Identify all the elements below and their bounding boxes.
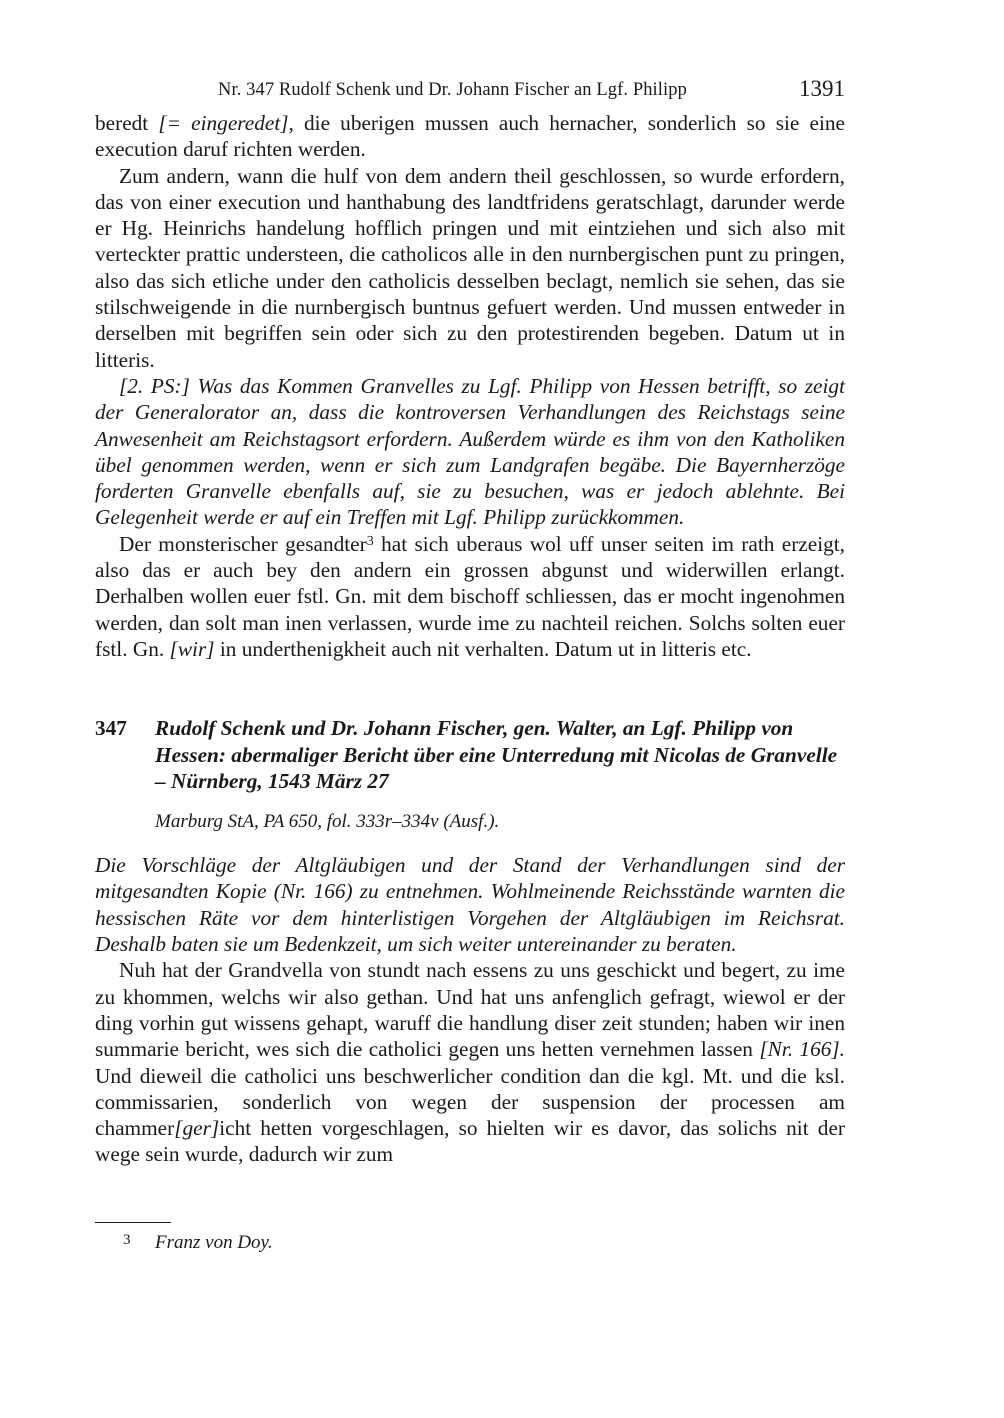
text-run: icht hetten vorgeschlagen, so hielten wir es davor, das solichs nit der wege sein wurde, dadurch wir zum (95, 1116, 845, 1167)
paragraph-4 (95, 531, 845, 662)
footnote-mark: 3 (123, 1232, 131, 1248)
editorial-insertion: [ger] (174, 1116, 220, 1141)
source-reference: Marburg StA, PA 650, fol. 333r–334v (Ausf.). (155, 811, 500, 833)
text-run: die uberigen mussen auch hernacher, sonderlich so sie eine execution daruf richten werden. (95, 111, 845, 162)
text-run: hat sich uberaus wol uff unser seiten im rath erzeigt, also das er auch bey den andern ein grossen abgunst und widerwillen erlangt. Derhalben wollen euer fstl. Gn. mit dem bischoff schliessen, das er mocht ingenohmen werden, dan solt man inen verlassen, wurde ime zu nachteil reichen. Solchs solten euer fstl. Gn. (95, 531, 846, 661)
page-body (95, 76, 845, 1168)
text-run: in underthenigkheit auch nit verhalten. Datum ut in litteris etc. (214, 636, 752, 661)
text-run: beredt (95, 111, 159, 135)
text-run: Und dieweil die catholici uns beschwerlicher condition dan die kgl. Mt. und die ksl. commissarien, sonderlich von wegen der suspension der processen am chammer (95, 1063, 845, 1141)
paragraph-2: Zum andern, wann die hulf von dem andern theil geschlossen, so wurde erfordern, das von einer execution und hanthabung des landtfridens geratschlagt, darunder werde er Hg. Heinrichs handelung hofflich pringen und mit eintziehen und sich also mit verteckter prattic understeen, die catholicos alle in den nurnbergischen punt zu pringen, also das sich etliche under den catholicis desselben beclagt, nemlich sie sehen, das sie stilschweigende in die nurnbergisch buntnus gefuert werden. Und mussen entweder in derselben mit begriffen sein oder sich zu den protestirenden begeben. Datum ut in litteris. (95, 163, 845, 372)
page-number: 1391 (799, 76, 845, 101)
paragraph-5 (95, 957, 845, 1167)
paragraph-1 (95, 110, 845, 163)
footnote-reference: 3 (366, 533, 374, 549)
footnote (95, 1228, 845, 1255)
running-head (95, 76, 845, 110)
running-title: Nr. 347 Rudolf Schenk und Dr. Johann Fischer an Lgf. Philipp (218, 80, 687, 100)
document-number: 347 (95, 716, 127, 741)
text-run: Nuh hat der Grandvella von stundt nach essens zu uns geschickt und begert, zu ime zu khommen, welchs wir also gethan. Und hat uns anfenglich gefragt, wiewol er der ding vorhin gut wissens gehapt, waruff die handlung diser zeit stunden; haben wir inen summarie bericht, wes sich die catholici gegen uns hetten vernehmen lassen (95, 958, 845, 1062)
document-title: Rudolf Schenk und Dr. Johann Fischer, gen. Walter, an Lgf. Philipp von Hessen: abermaliger Bericht über eine Unterredung mit Nicolas de Granvelle – Nürnberg, 1543 März 27 (155, 716, 838, 793)
text-run: Der monsterischer gesandter (119, 531, 367, 556)
postscript-summary: [2. PS:] Was das Kommen Granvelles zu Lgf. Philipp von Hessen betrifft, so zeigt der Generalorator an, dass die kontroversen Verhandlungen des Reichstags seine Anwesenheit am Reichstagsort erfordern. Außerdem würde es ihm von den Katholiken übel genommen werden, wenn er sich zum Landgrafen begäbe. Die Bayernherzöge forderten Granvelle ebenfalls auf, sie zu besuchen, was er jedoch ablehnte. Bei Gelegenheit werde er auf ein Treffen mit Lgf. Philipp zurückkommen. (95, 373, 845, 530)
footnote-text: Franz von Doy. (155, 1232, 273, 1253)
regest: Die Vorschläge der Altgläubigen und der Stand der Verhandlungen sind der mitgesandten Kopie (Nr. 166) zu entnehmen. Wohlmeinende Reichsstände warnten die hessischen Räte vor dem hinterlistigen Vorgehen der Altgläubigen im Reichsrat. Deshalb baten sie um Bedenkzeit, um sich weiter untereinander zu beraten. (95, 853, 845, 957)
editorial-note: [= eingeredet], (158, 111, 294, 135)
document-reference: [Nr. 166]. (759, 1037, 845, 1062)
editorial-note: [wir] (169, 636, 215, 661)
document-heading (95, 715, 845, 794)
footnote-rule (95, 1222, 171, 1223)
